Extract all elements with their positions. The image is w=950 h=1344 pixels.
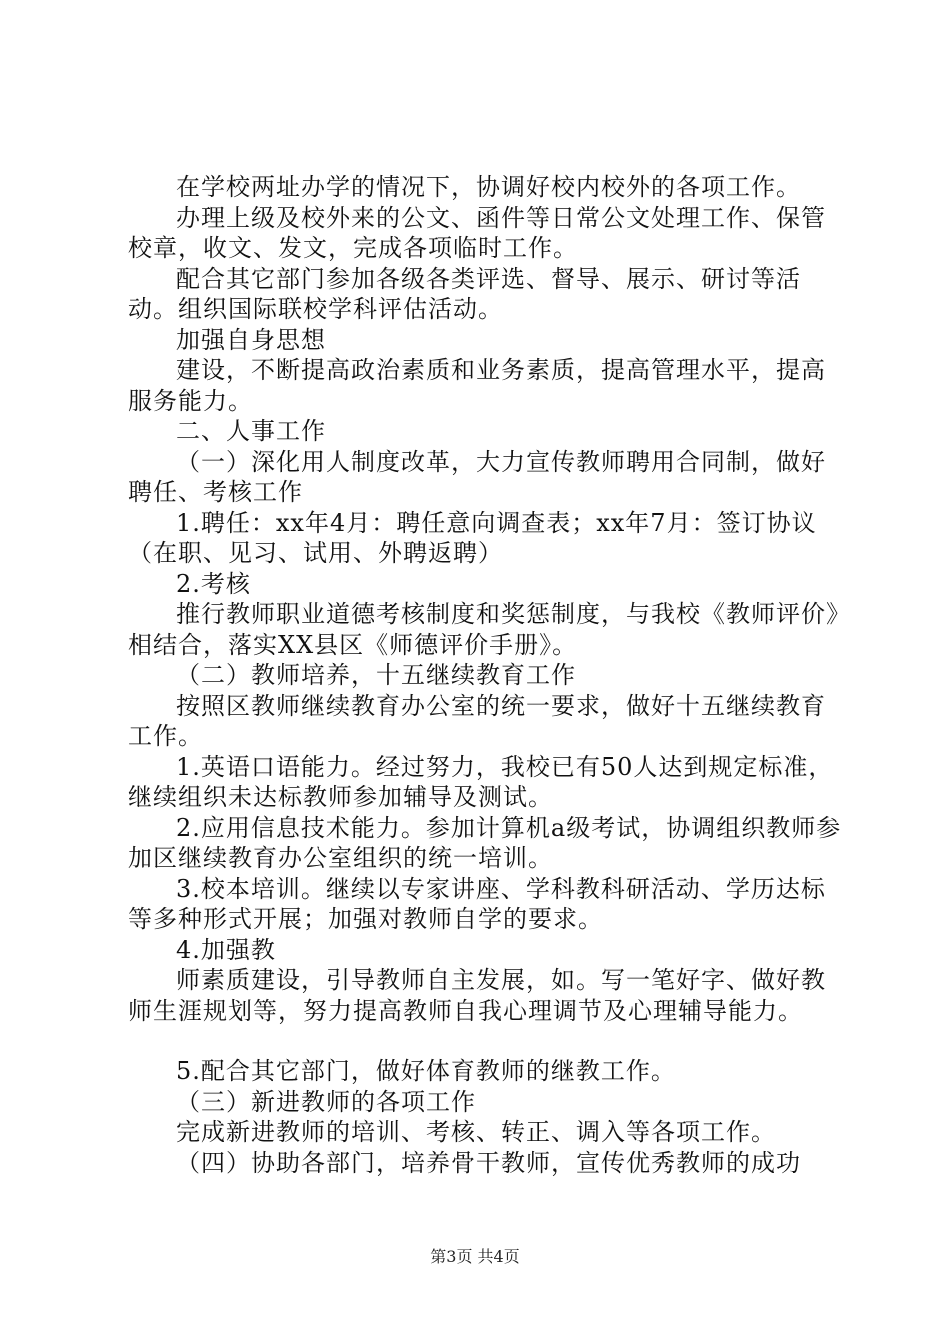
subsection-heading: （一）深化用人制度改革，大力宣传教师聘用合同制，做好聘任、考核工作 — [128, 447, 826, 506]
paragraph: 2.应用信息技术能力。参加计算机a级考试，协调组织教师参加区继续教育办公室组织的统一培训。 — [128, 813, 842, 872]
paragraph: 1.聘任：xx年4月：聘任意向调查表；xx年7月：签订协议（在职、见习、试用、外聘返聘） — [128, 508, 817, 567]
paragraph: 5.配合其它部门，做好体育教师的继教工作。 — [176, 1057, 676, 1085]
paragraph: 师素质建设，引导教师自主发展，如。写一笔好字、做好教师生涯规划等，努力提高教师自我心理调节及心理辅导能力。 — [128, 966, 826, 1025]
section-heading: 二、人事工作 — [176, 417, 326, 445]
subsection-heading: （三）新进教师的各项工作 — [176, 1087, 476, 1116]
paragraph: 配合其它部门参加各级各类评选、督导、展示、研讨等活动。组织国际联校学科评估活动。 — [128, 264, 801, 323]
paragraph: 4.加强教 — [176, 935, 276, 964]
document-body — [128, 172, 848, 1178]
paragraph: 完成新进教师的培训、考核、转正、调入等各项工作。 — [176, 1118, 776, 1146]
paragraph: 办理上级及校外来的公文、函件等日常公文处理工作、保管校章，收文、发文，完成各项临时工作。 — [128, 203, 826, 262]
subsection-heading: （二）教师培养，十五继续教育工作 — [176, 661, 576, 689]
paragraph: 推行教师职业道德考核制度和奖惩制度，与我校《教师评价》相结合，落实XX县区《师德评价手册》。 — [128, 600, 839, 659]
paragraph: 2.考核 — [176, 569, 251, 598]
paragraph: 1.英语口语能力。经过努力，我校已有50人达到规定标准，继续组织未达标教师参加辅导及测试。 — [128, 752, 834, 811]
paragraph: 加强自身思想 — [176, 325, 326, 354]
subsection-heading: （四）协助各部门，培养骨干教师，宣传优秀教师的成功 — [176, 1148, 801, 1177]
paragraph: 在学校两址办学的情况下，协调好校内校外的各项工作。 — [176, 173, 801, 201]
paragraph: 按照区教师继续教育办公室的统一要求，做好十五继续教育工作。 — [128, 691, 826, 750]
page-number: 第3页 共4页 — [430, 1247, 520, 1266]
paragraph: 3.校本培训。继续以专家讲座、学科教科研活动、学历达标等多种形式开展；加强对教师自学的要求。 — [128, 874, 826, 933]
paragraph: 建设，不断提高政治素质和业务素质，提高管理水平，提高服务能力。 — [128, 356, 826, 415]
